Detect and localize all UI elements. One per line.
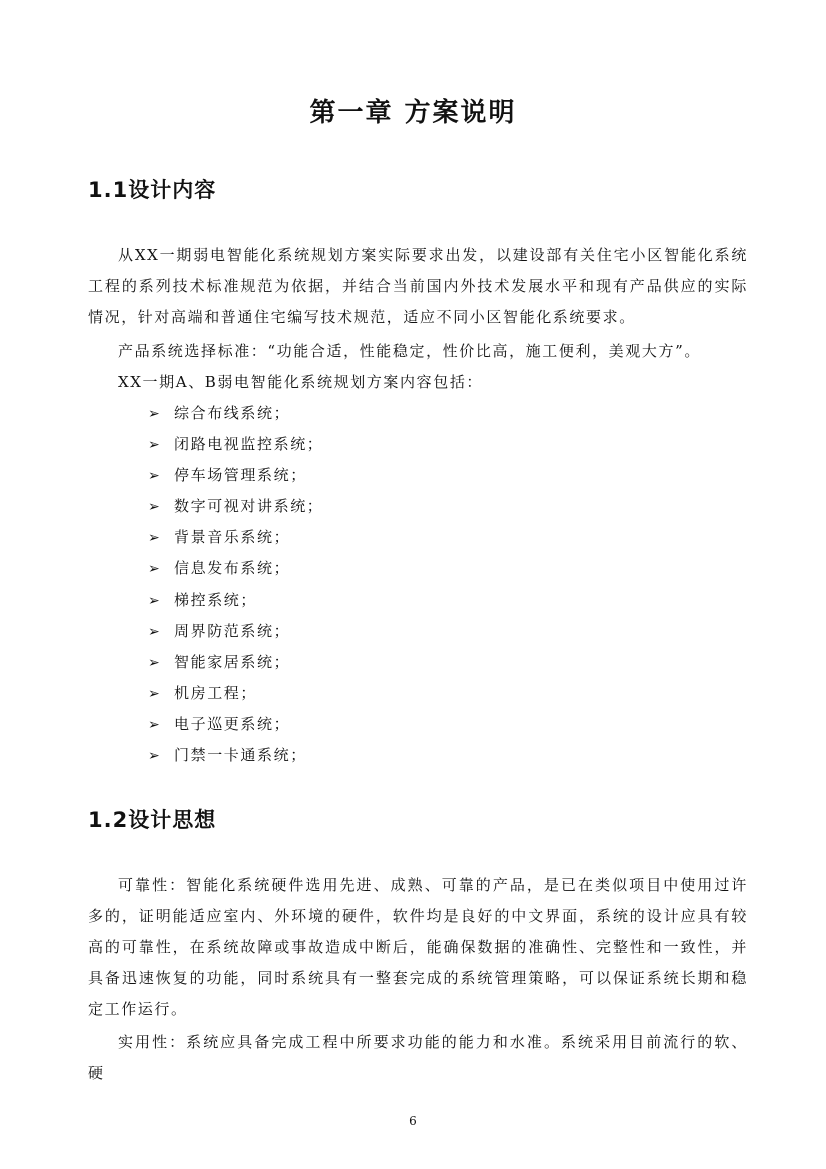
page-number: 6 [409,1114,417,1128]
section-heading-design-philosophy: 1.2设计思想 [88,808,217,832]
arrow-bullet-icon: ➢ [148,654,162,671]
system-list [148,398,323,771]
arrow-bullet-icon: ➢ [148,685,162,702]
arrow-bullet-icon: ➢ [148,561,162,578]
list-item: ➢ 门禁一卡通系统； [148,740,323,771]
list-item: ➢ 停车场管理系统； [148,460,323,491]
arrow-bullet-icon: ➢ [148,468,162,485]
list-item: ➢ 数字可视对讲系统； [148,491,323,522]
arrow-bullet-icon: ➢ [148,716,162,733]
arrow-bullet-icon: ➢ [148,437,162,454]
list-item: ➢ 梯控系统； [148,585,323,616]
list-item: ➢ 机房工程； [148,678,323,709]
list-item: ➢ 闭路电视监控系统； [148,429,323,460]
paragraph-intro: 从XX一期弱电智能化系统规划方案实际要求出发，以建设部有关住宅小区智能化系统工程的系列技术标准规范为依据，并结合当前国内外技术发展水平和现有产品供应的实际情况，针对高端和普通住宅编写技术规范，适应不同小区智能化系统要求。 [88,246,748,326]
list-item: ➢ 电子巡更系统； [148,709,323,740]
paragraph-reliability: 可靠性：智能化系统硬件选用先进、成熟、可靠的产品，是已在类似项目中使用过许多的，证明能适应室内、外环境的硬件，软件均是良好的中文界面，系统的设计应具有较高的可靠性，在系统故障或事故造成中断后，能确保数据的准确性、完整性和一致性，并具备迅速恢复的功能，同时系统具有一整套完成的系统管理策略，可以保证系统长期和稳定工作运行。 [88,876,748,1018]
list-item: ➢ 综合布线系统； [148,398,323,429]
list-item: ➢ 信息发布系统； [148,553,323,584]
section-heading-design-content: 1.1设计内容 [88,178,217,202]
chapter-title: 第一章 方案说明 [309,98,517,128]
arrow-bullet-icon: ➢ [148,499,162,516]
arrow-bullet-icon: ➢ [148,748,162,765]
paragraph-selection-standard: 产品系统选择标准：“功能合适，性能稳定，性价比高，施工便利，美观大方”。 [118,342,701,360]
list-item: ➢ 周界防范系统； [148,616,323,647]
arrow-bullet-icon: ➢ [148,623,162,640]
list-item: ➢ 智能家居系统； [148,647,323,678]
arrow-bullet-icon: ➢ [148,592,162,609]
arrow-bullet-icon: ➢ [148,406,162,422]
paragraph-practicality: 实用性：系统应具备完成工程中所要求功能的能力和水准。系统采用目前流行的软、硬 [88,1033,748,1082]
list-item: ➢ 背景音乐系统； [148,522,323,553]
paragraph-content-includes: XX一期A、B弱电智能化系统规划方案内容包括： [118,373,484,391]
arrow-bullet-icon: ➢ [148,530,162,547]
